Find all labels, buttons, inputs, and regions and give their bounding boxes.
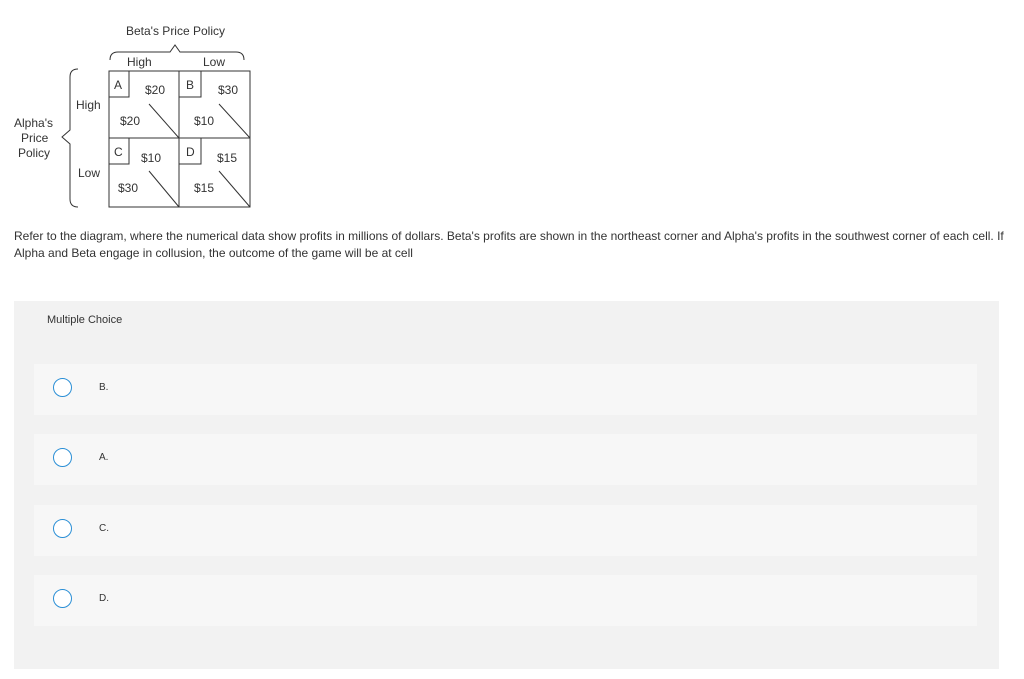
row-brace (62, 69, 78, 207)
cell-b-letter: B (186, 78, 195, 92)
row-header-line-3: Policy (18, 146, 51, 160)
cell-c-letter: C (114, 145, 123, 159)
answer-option-label: C. (99, 523, 109, 534)
cell-b-alpha-profit: $10 (194, 114, 215, 128)
row-header-line-1: Alpha's (14, 116, 53, 130)
cell-a-beta-profit: $20 (145, 83, 166, 97)
answer-option-label: D. (99, 593, 109, 604)
cell-d-letter: D (186, 145, 195, 159)
col-low-label: Low (203, 55, 226, 69)
answer-option-a[interactable] (34, 434, 977, 485)
cell-d-beta-profit: $15 (217, 151, 238, 165)
multiple-choice-panel (14, 301, 999, 669)
cell-c-alpha-profit: $30 (118, 181, 139, 195)
multiple-choice-title: Multiple Choice (47, 314, 123, 326)
cell-c-diagonal (149, 171, 179, 207)
radio-button[interactable] (53, 378, 72, 397)
row-header-line-2: Price (21, 131, 49, 145)
cell-b-beta-profit: $30 (218, 83, 239, 97)
col-high-label: High (127, 55, 152, 69)
cell-a-letter: A (114, 78, 123, 92)
cell-d-alpha-profit: $15 (194, 181, 215, 195)
answer-option-d[interactable] (34, 575, 977, 626)
column-header: Beta's Price Policy (126, 24, 225, 38)
question-text: Refer to the diagram, where the numerical data show profits in millions of dollars. Beta's profits are shown in the northeast corner and Alpha's profits in the southwest corner of each cell. If Alpha and Beta engage in collusion, the outcome of the game will be at cell (14, 229, 1004, 260)
cell-b-diagonal (219, 104, 250, 138)
answer-option-c[interactable] (34, 505, 977, 556)
answer-option-label: B. (99, 382, 109, 393)
radio-button[interactable] (53, 589, 72, 608)
cell-c-beta-profit: $10 (141, 151, 162, 165)
cell-d-diagonal (219, 171, 250, 207)
cell-a-diagonal (149, 104, 179, 138)
cell-a-alpha-profit: $20 (120, 114, 141, 128)
answer-option-b[interactable] (34, 364, 977, 415)
row-low-label: Low (78, 166, 101, 180)
answer-option-label: A. (99, 452, 109, 463)
radio-button[interactable] (53, 519, 72, 538)
row-high-label: High (76, 98, 101, 112)
radio-button[interactable] (53, 448, 72, 467)
